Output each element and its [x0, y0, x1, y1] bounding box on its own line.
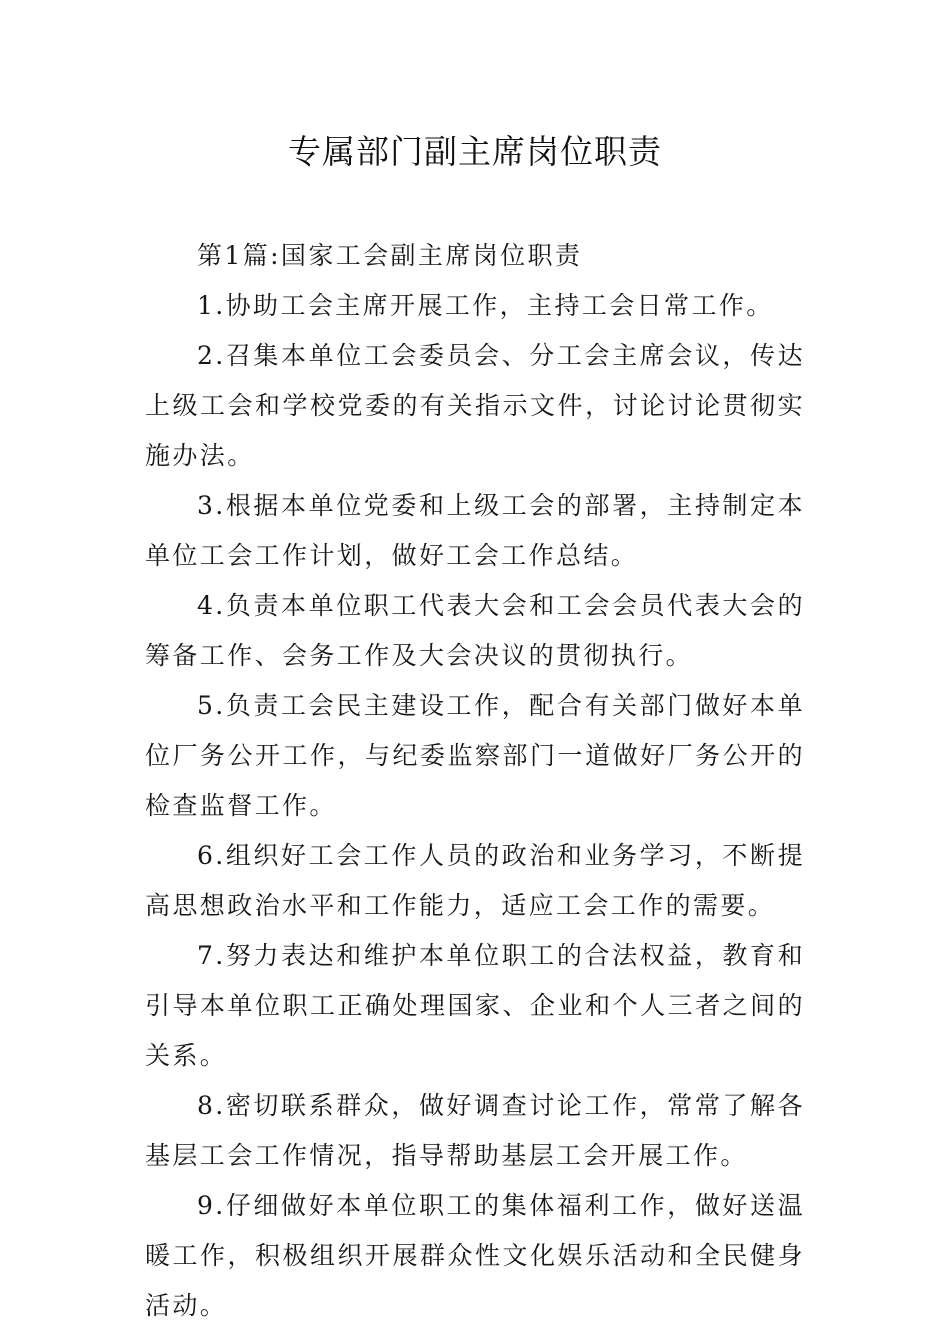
paragraph-item-6: 6.组织好工会工作人员的政治和业务学习，不断提高思想政治水平和工作能力，适应工会工作的需要。	[145, 841, 805, 920]
paragraph-item-3: 3.根据本单位党委和上级工会的部署，主持制定本单位工会工作计划，做好工会工作总结。	[145, 491, 805, 570]
paragraph-item-2: 2.召集本单位工会委员会、分工会主席会议，传达上级工会和学校党委的有关指示文件，讨论讨论贯彻实施办法。	[145, 341, 805, 470]
paragraph-item-4: 4.负责本单位职工代表大会和工会会员代表大会的筹备工作、会务工作及大会决议的贯彻执行。	[145, 591, 805, 670]
paragraph-item-5: 5.负责工会民主建设工作，配合有关部门做好本单位厂务公开工作，与纪委监察部门一道做好厂务公开的检查监督工作。	[145, 691, 805, 820]
paragraph-item-8: 8.密切联系群众，做好调查讨论工作，常常了解各基层工会工作情况，指导帮助基层工会开展工作。	[145, 1091, 805, 1170]
paragraph-item-9: 9.仔细做好本单位职工的集体福利工作，做好送温暖工作，积极组织开展群众性文化娱乐活动和全民健身活动。	[145, 1191, 805, 1320]
document-body	[145, 231, 805, 1331]
paragraph-item-7: 7.努力表达和维护本单位职工的合法权益，教育和引导本单位职工正确处理国家、企业和个人三者之间的关系。	[145, 941, 805, 1070]
paragraph-item-1: 1.协助工会主席开展工作，主持工会日常工作。	[197, 291, 774, 320]
paragraph-section-heading: 第1篇:国家工会副主席岗位职责	[197, 241, 583, 270]
document-title: 专属部门副主席岗位职责	[288, 132, 662, 171]
